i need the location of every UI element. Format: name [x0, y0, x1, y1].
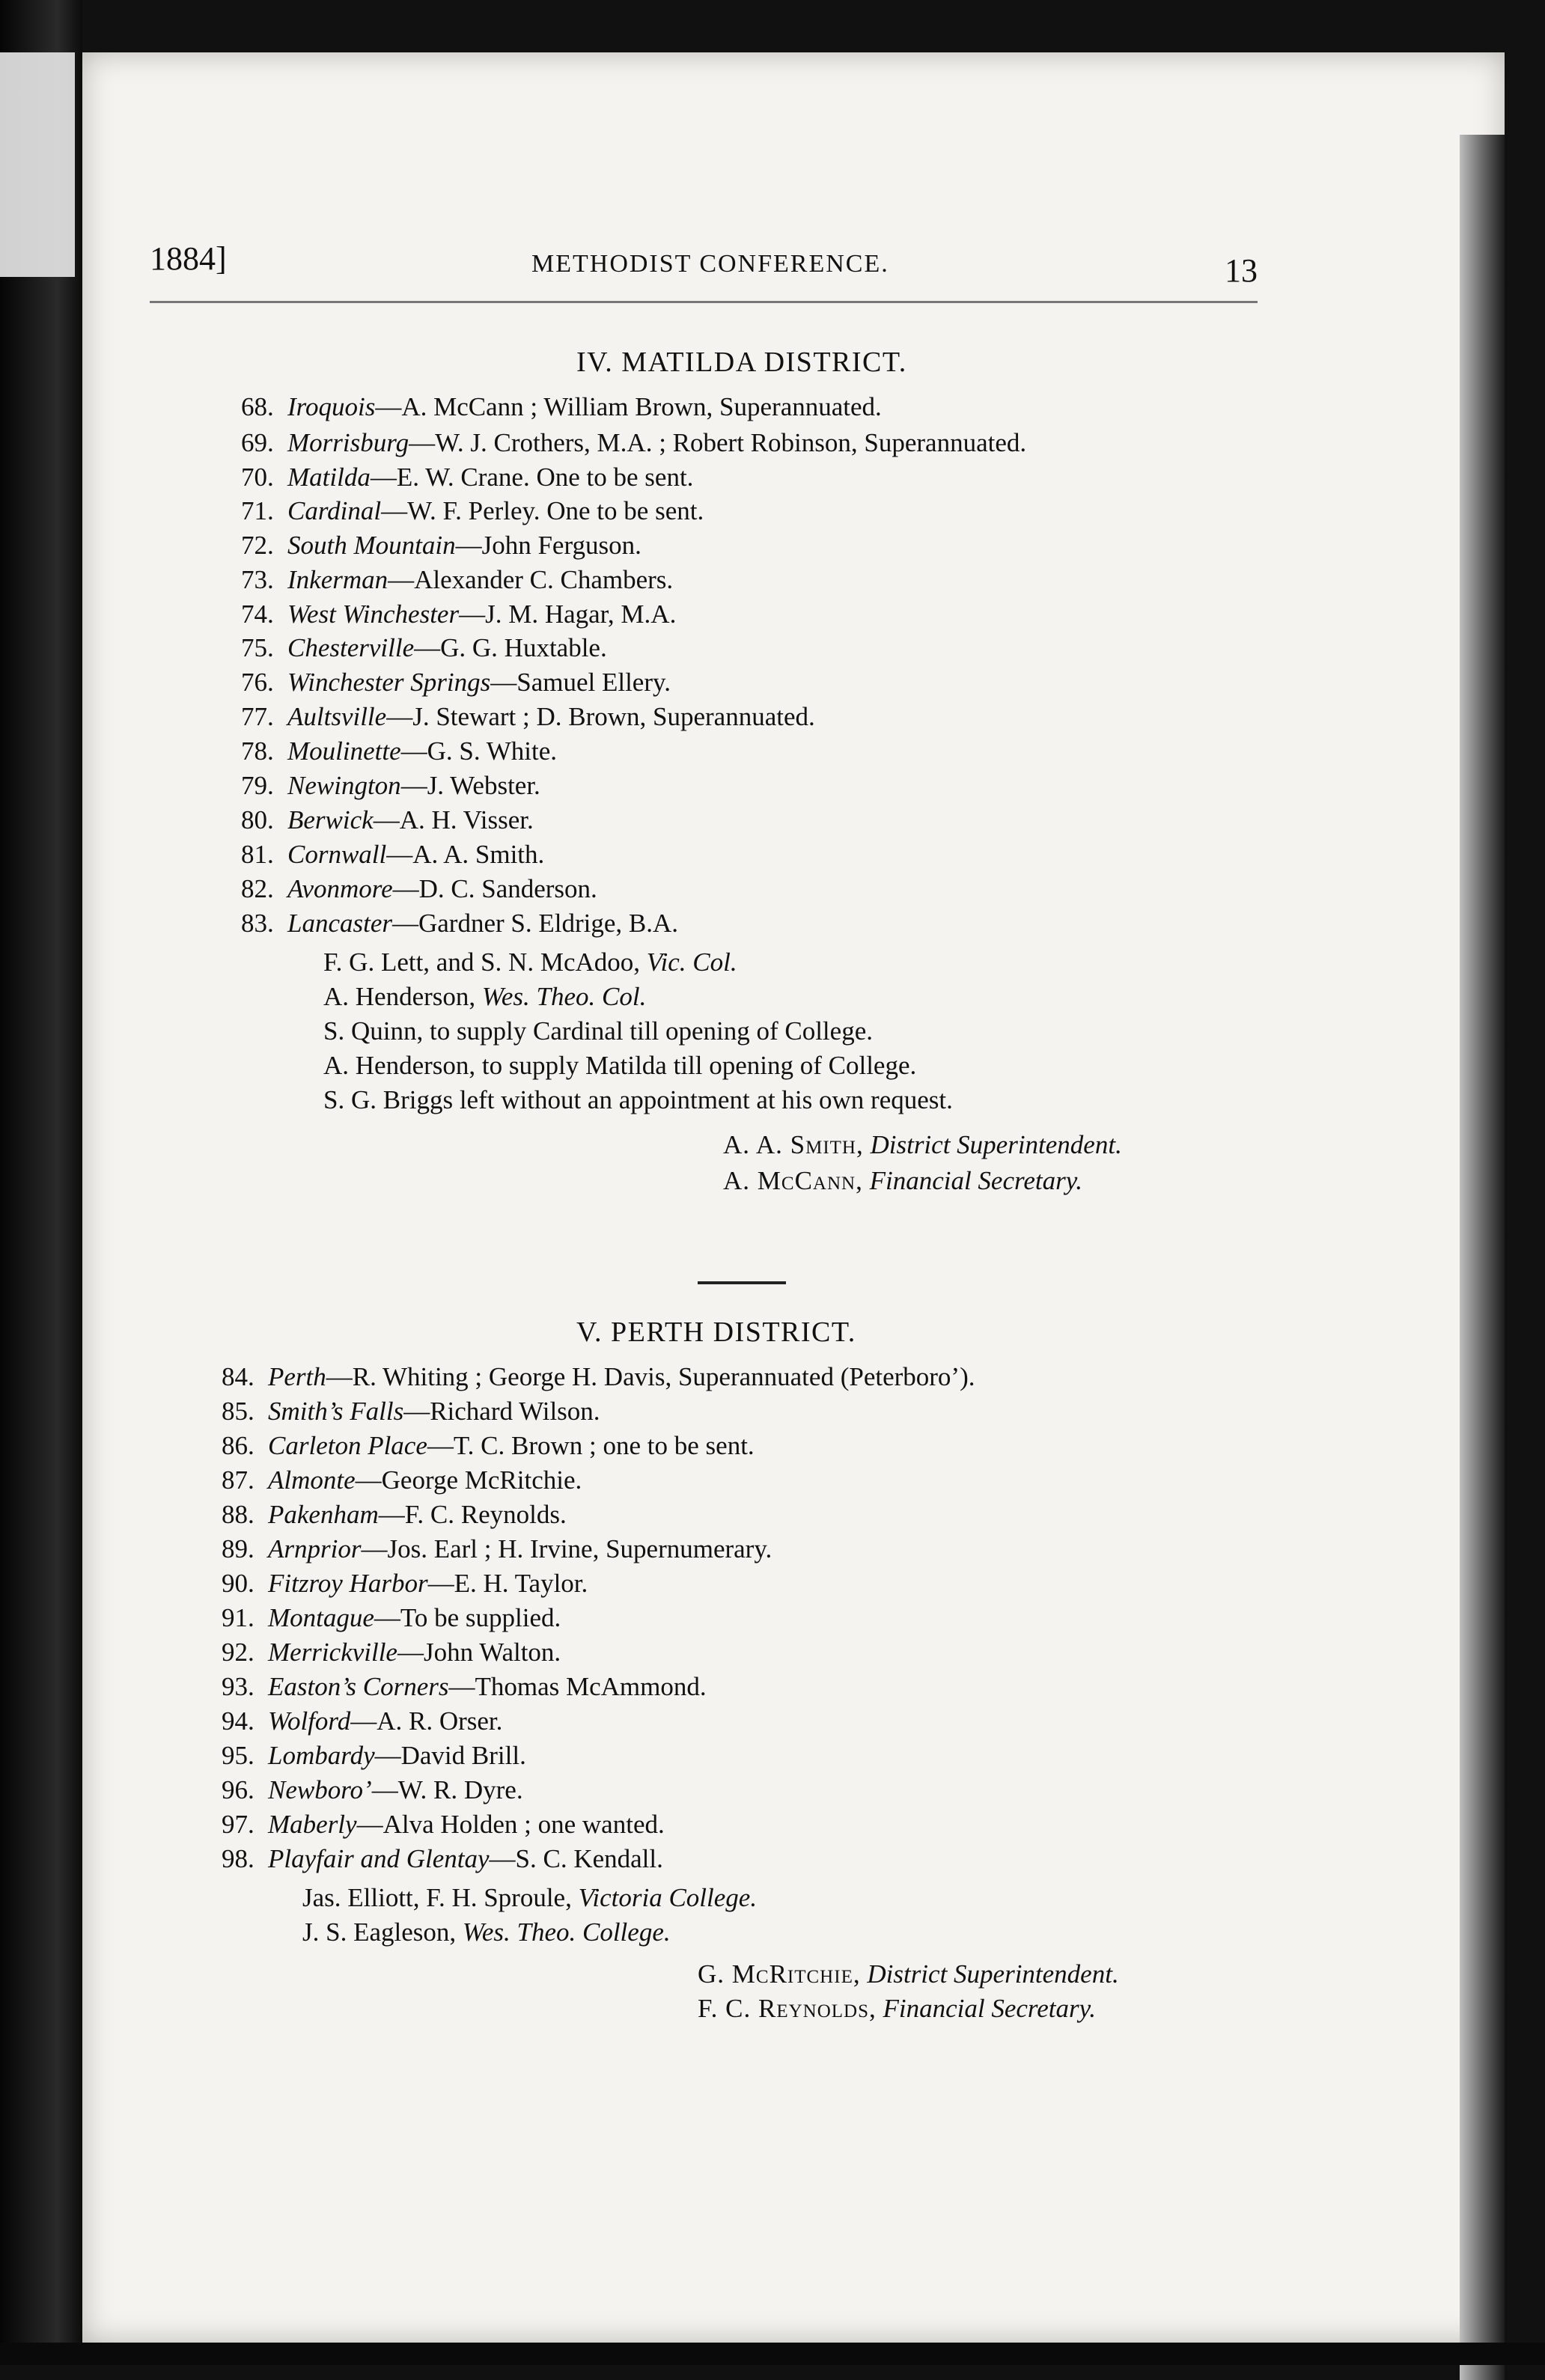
appointment-entry: 82. Avonmore—D. C. Sanderson.: [241, 874, 597, 903]
appointment-entry: 70. Matilda—E. W. Crane. One to be sent.: [241, 463, 694, 492]
header-title: METHODIST CONFERENCE.: [531, 250, 889, 278]
perth-note: Jas. Elliott, F. H. Sproule, Victoria College.: [302, 1883, 758, 1912]
perth-district-heading: V. PERTH DISTRICT.: [576, 1316, 856, 1348]
appointment-entry: 69. Morrisburg—W. J. Crothers, M.A. ; Robert Robinson, Superannuated.: [241, 428, 1027, 457]
appointment-entry: 76. Winchester Springs—Samuel Ellery.: [241, 668, 671, 697]
scan-artifact: [0, 52, 75, 277]
appointment-entry: 68. Iroquois—A. McCann ; William Brown, Superannuated.: [241, 392, 882, 421]
appointment-entry: 83. Lancaster—Gardner S. Eldrige, B.A.: [241, 909, 679, 938]
appointment-entry: 87. Almonte—George McRitchie.: [222, 1465, 582, 1495]
appointment-entry: 79. Newington—J. Webster.: [241, 771, 540, 800]
matilda-note: F. G. Lett, and S. N. McAdoo, Vic. Col.: [323, 948, 737, 977]
appointment-entry: 81. Cornwall—A. A. Smith.: [241, 840, 545, 869]
page-number: 13: [1225, 252, 1258, 289]
perth-note: J. S. Eagleson, Wes. Theo. College.: [302, 1917, 671, 1947]
appointment-entry: 85. Smith’s Falls—Richard Wilson.: [222, 1397, 600, 1426]
appointment-entry: 72. South Mountain—John Ferguson.: [241, 531, 642, 560]
financial-secretary-signature: A. McCann, Financial Secretary.: [723, 1166, 1083, 1195]
header-year: 1884]: [150, 240, 227, 277]
matilda-note: A. Henderson, Wes. Theo. Col.: [323, 982, 647, 1011]
appointment-entry: 89. Arnprior—Jos. Earl ; H. Irvine, Supernumerary.: [222, 1534, 772, 1563]
header-rule: [150, 301, 1258, 303]
appointment-entry: 93. Easton’s Corners—Thomas McAmmond.: [222, 1672, 707, 1701]
page-edge-shadow: [1460, 135, 1505, 2380]
appointment-entry: 84. Perth—R. Whiting ; George H. Davis, Superannuated (Peterboro’).: [222, 1362, 975, 1391]
appointment-entry: 80. Berwick—A. H. Visser.: [241, 805, 534, 834]
appointment-entry: 95. Lombardy—David Brill.: [222, 1741, 526, 1770]
appointment-entry: 90. Fitzroy Harbor—E. H. Taylor.: [222, 1569, 588, 1598]
appointment-entry: 91. Montague—To be supplied.: [222, 1603, 561, 1632]
district-superintendent-signature: A. A. Smith, District Superintendent.: [723, 1130, 1122, 1159]
appointment-entry: 74. West Winchester—J. M. Hagar, M.A.: [241, 599, 677, 629]
financial-secretary-signature: F. C. Reynolds, Financial Secretary.: [698, 1994, 1096, 2023]
appointment-entry: 86. Carleton Place—T. C. Brown ; one to be sent.: [222, 1431, 755, 1460]
appointment-entry: 96. Newboro’—W. R. Dyre.: [222, 1775, 523, 1804]
matilda-note: S. G. Briggs left without an appointment at his own request.: [323, 1085, 953, 1114]
running-header: [150, 239, 1258, 299]
appointment-entry: 97. Maberly—Alva Holden ; one wanted.: [222, 1810, 665, 1839]
matilda-district-heading: IV. MATILDA DISTRICT.: [576, 347, 907, 378]
appointment-entry: 94. Wolford—A. R. Orser.: [222, 1706, 503, 1736]
district-superintendent-signature: G. McRitchie, District Superintendent.: [698, 1959, 1119, 1989]
scan-border-left: [0, 0, 82, 2365]
section-divider: [698, 1281, 786, 1284]
appointment-entry: 92. Merrickville—John Walton.: [222, 1638, 561, 1667]
appointment-entry: 77. Aultsville—J. Stewart ; D. Brown, Superannuated.: [241, 702, 815, 731]
appointment-entry: 88. Pakenham—F. C. Reynolds.: [222, 1500, 567, 1529]
matilda-note: A. Henderson, to supply Matilda till opening of College.: [323, 1051, 917, 1080]
appointment-entry: 98. Playfair and Glentay—S. C. Kendall.: [222, 1844, 663, 1873]
scan-border-bottom: [0, 2343, 1545, 2365]
appointment-entry: 78. Moulinette—G. S. White.: [241, 736, 558, 766]
matilda-note: S. Quinn, to supply Cardinal till opening of College.: [323, 1016, 873, 1046]
appointment-entry: 73. Inkerman—Alexander C. Chambers.: [241, 565, 674, 594]
appointment-entry: 75. Chesterville—G. G. Huxtable.: [241, 633, 607, 662]
appointment-entry: 71. Cardinal—W. F. Perley. One to be sent.: [241, 496, 704, 525]
